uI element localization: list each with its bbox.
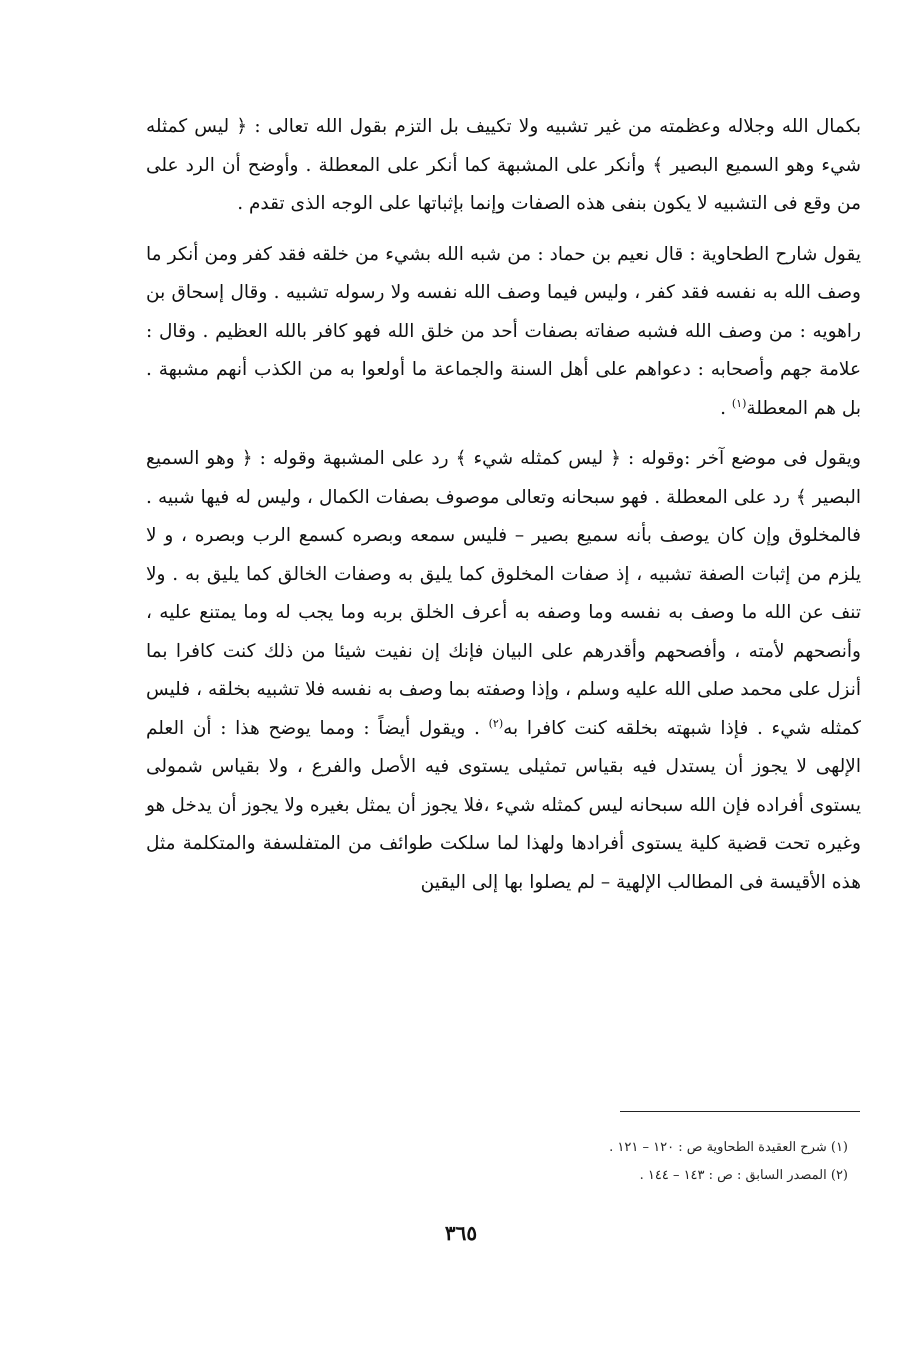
paragraph-1: بكمال الله وجلاله وعظمته من غير تشبيه ولا تكييف بل التزم بقول الله تعالى : ﴿ ليس كمثله شيء وهو السميع البصير ﴾ وأنكر على المشبهة كما أنكر على المعطلة . وأوضح أن الرد على من وقع فى التشبيه لا يكون بنفى هذه الصفات وإنما بإثباتها على الوجه الذى تقدم . <box>146 116 861 214</box>
footnote-ref-1: (١) <box>731 396 747 410</box>
footnotes <box>400 1134 848 1190</box>
page-number: ٣٦٥ <box>444 1221 478 1245</box>
paragraph-3-text: ويقول فى موضع آخر :وقوله : ﴿ ليس كمثله شيء ﴾ رد على المشبهة وقوله : ﴿ وهو السميع البصير ﴾ رد على المعطلة . فهو سبحانه وتعالى موصوف بصفات الكمال ، وليس له فيها شبيه . فالمخلوق وإن كان يوصف بأنه سميع بصير – فليس سمعه وبصره كسمع الرب وبصره ، و لا يلزم من إثبات الصفة تشبيه ، إذ صفات المخلوق كما يليق به وصفات الخالق كما يليق به . ولا تنف عن الله ما وصف به نفسه وما وصفه به أعرف الخلق بربه وما يجب له وما يمتنع عليه ، وأنصحهم لأمته ، وأفصحهم وأقدرهم على البيان فإنك إن نفيت شيئا من ذلك كنت كافرا بما أنزل على محمد صلى الله عليه وسلم ، وإذا وصفته بما وصف به نفسه فلا تشبيه بخلقه ، فليس كمثله شيء . فإذا شبهته بخلقه كنت كافرا به <box>146 448 861 739</box>
paragraph-2-text: يقول شارح الطحاوية : قال نعيم بن حماد : من شبه الله بشيء من خلقه فقد كفر ومن أنكر ما وصف الله به نفسه فقد كفر ، وليس فيما وصف الله نفسه ولا رسوله تشبيه . وقال إسحاق بن راهويه : من وصف الله فشبه صفاته بصفات أحد من خلق الله فهو كافر بالله العظيم . وقال : علامة جهم وأصحابه : دعواهم على أهل السنة والجماعة ما أولعوا به من الكذب أنهم مشبهة . بل هم المعطلة <box>146 243 861 419</box>
footnote-ref-2: (٢) <box>488 716 504 730</box>
footnote-2: (٢) المصدر السابق : ص : ١٤٣ – ١٤٤ . <box>639 1168 848 1183</box>
paragraph-3-continuation: . ويقول أيضاً : ومما يوضح هذا : أن العلم الإلهى لا يجوز أن يستدل فيه بقياس تمثيلى يستوى فيه الأصل والفرع ، ولا بقياس شمولى يستوى أفراده فإن الله سبحانه ليس كمثله شيء ،فلا يجوز أن يمثل بغيره ولا يجوز أن يدخل هو وغيره تحت قضية كلية يستوى أفرادها ولهذا لما سلكت طوائف من المتفلسفة والمتكلمة مثل هذه الأقيسة فى المطالب الإلهية – لم يصلوا بها إلى اليقين <box>146 717 861 893</box>
main-text <box>146 108 861 902</box>
paragraph-3 <box>146 440 861 902</box>
footnote-separator <box>620 1111 860 1112</box>
paragraph-2 <box>146 236 861 429</box>
paragraph-2-end: . <box>720 397 726 419</box>
footnote-1: (١) شرح العقيدة الطحاوية ص : ١٢٠ – ١٢١ . <box>609 1140 848 1155</box>
